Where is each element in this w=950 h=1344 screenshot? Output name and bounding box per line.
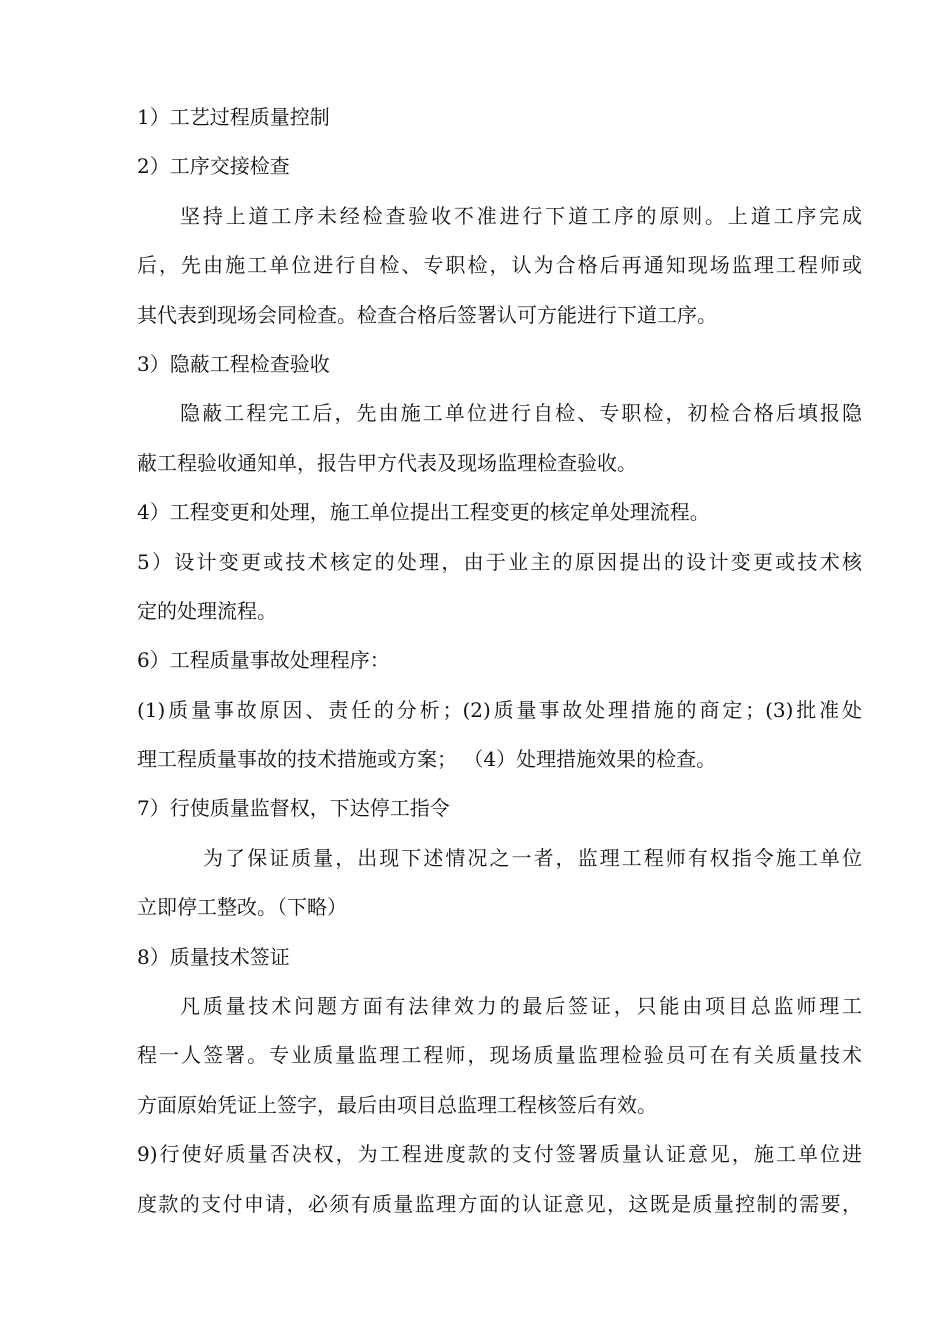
paragraph-line: 为了保证质量，出现下述情况之一者，监理工程师有权指令施工单位 <box>203 845 862 870</box>
paragraph-line: 方面原始凭证上签字，最后由项目总监理工程核签后有效。 <box>137 1092 657 1117</box>
paragraph-line: 程一人签署。专业质量监理工程师，现场质量监理检验员可在有关质量技术 <box>137 1043 862 1068</box>
paragraph-line: 立即停工整改。（下略） <box>137 895 347 920</box>
heading-7: 7）行使质量监督权，下达停工指令 <box>137 796 450 821</box>
heading-8: 8）质量技术签证 <box>137 944 290 969</box>
heading-6: 6）工程质量事故处理程序： <box>137 648 390 673</box>
paragraph-line: 凡质量技术问题方面有法律效力的最后签证，只能由项目总监师理工 <box>180 994 862 1019</box>
heading-9: 9)行使好质量否决权，为工程进度款的支付签署质量认证意见，施工单位进 <box>137 1142 862 1167</box>
paragraph-line: (1)质量事故原因、责任的分析；(2)质量事故处理措施的商定；(3)批准处 <box>137 697 862 722</box>
heading-2: 2）工序交接检查 <box>137 154 290 179</box>
heading-5: 5）设计变更或技术核定的处理，由于业主的原因提出的设计变更或技术核 <box>137 549 862 574</box>
paragraph-line: 其代表到现场会同检查。检查合格后签署认可方能进行下道工序。 <box>137 302 717 327</box>
paragraph-line: 坚持上道工序未经检查验收不准进行下道工序的原则。上道工序完成 <box>180 203 862 228</box>
paragraph-line: 理工程质量事故的技术措施或方案； （4）处理措施效果的检查。 <box>137 747 717 772</box>
paragraph-line: 度款的支付申请，必须有质量监理方面的认证意见，这既是质量控制的需要， <box>137 1191 862 1216</box>
heading-4: 4）工程变更和处理，施工单位提出工程变更的核定单处理流程。 <box>137 500 710 525</box>
document-body <box>137 93 862 1229</box>
heading-1: 1）工艺过程质量控制 <box>137 105 330 129</box>
paragraph-line: 蔽工程验收通知单，报告甲方代表及现场监理检查验收。 <box>137 450 637 475</box>
heading-3: 3）隐蔽工程检查验收 <box>137 351 330 376</box>
paragraph-line: 隐蔽工程完工后，先由施工单位进行自检、专职检，初检合格后填报隐 <box>180 401 862 426</box>
paragraph-line: 定的处理流程。 <box>137 598 277 623</box>
paragraph-line: 后，先由施工单位进行自检、专职检，认为合格后再通知现场监理工程师或 <box>137 253 862 278</box>
